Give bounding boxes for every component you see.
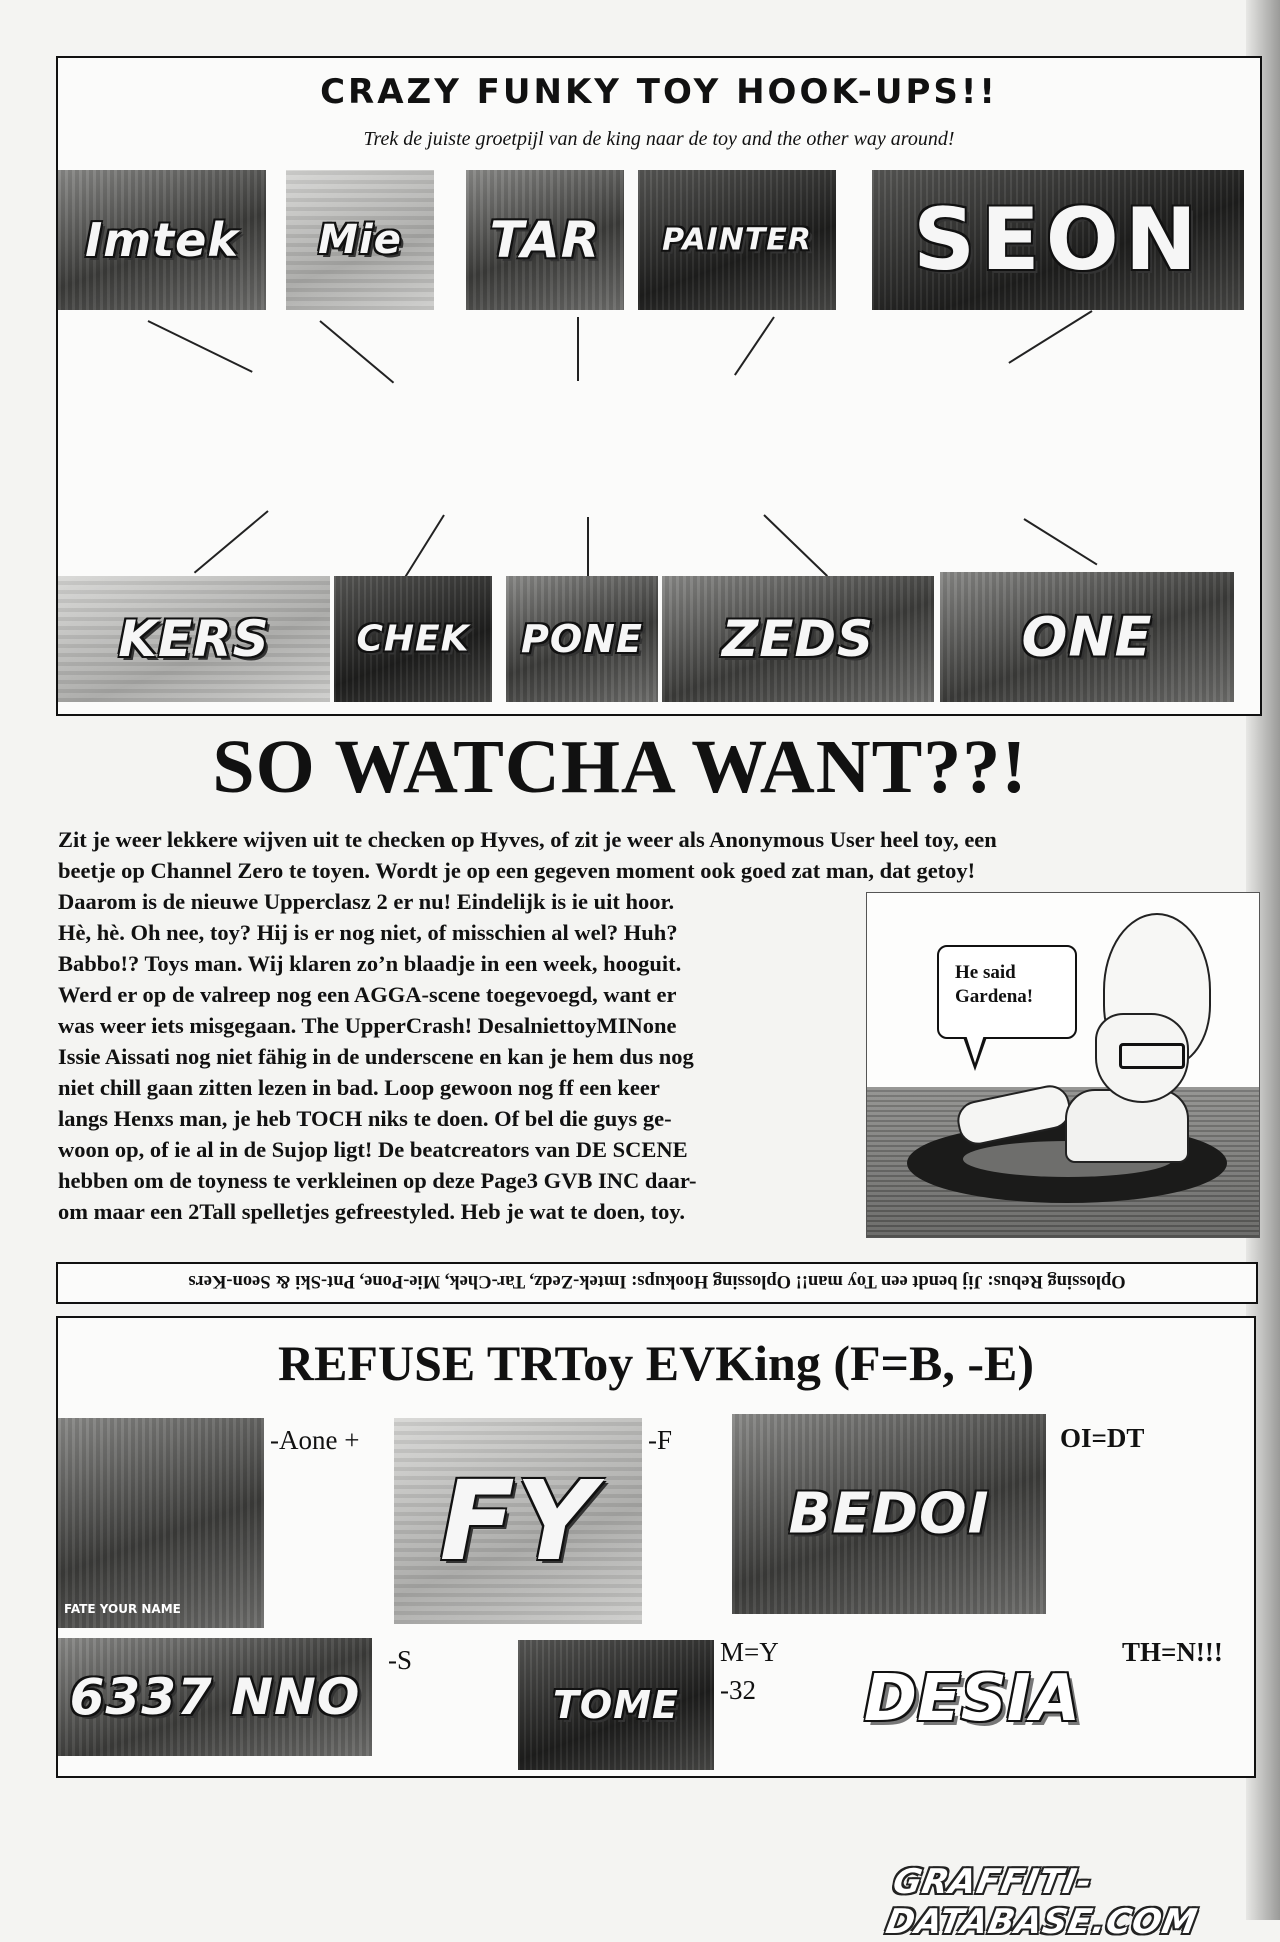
article-line: Zit je weer lekkere wijven uit te checken op Hyves, of zit je weer als Anonymous User heel toy, een bbox=[58, 827, 997, 852]
toy-photo-4 bbox=[662, 576, 934, 702]
rebus-operator-2: -F bbox=[648, 1425, 673, 1455]
rebus-photo-tome bbox=[518, 1640, 714, 1770]
rebus-sketch-desia bbox=[816, 1640, 1128, 1756]
toy-photo-5 bbox=[940, 572, 1234, 702]
article-headline: SO WATCHA WANT??! bbox=[212, 725, 1028, 809]
rebus-photo-6337 bbox=[58, 1638, 372, 1756]
toy-photo-1-tag: KERS bbox=[118, 610, 270, 668]
rebus-photo-fy bbox=[394, 1418, 642, 1624]
rebus-operator-4: -S bbox=[388, 1645, 413, 1675]
rebus-photo-tome-tag: TOME bbox=[553, 1683, 679, 1727]
article-line: langs Henxs man, je heb TOCH niks te doen. Of bel die guys ge- bbox=[58, 1106, 672, 1131]
article-line: om maar een 2Tall spelletjes gefreestyled. Heb je wat te doen, toy. bbox=[58, 1199, 685, 1224]
connector-line-bottom-1 bbox=[194, 510, 269, 573]
connector-line-top-4 bbox=[734, 316, 775, 375]
king-photo-3 bbox=[466, 170, 624, 310]
rebus-photo-bedoi bbox=[732, 1414, 1046, 1614]
rebus-photo-person bbox=[58, 1418, 264, 1628]
toy-photo-1 bbox=[58, 576, 330, 702]
cartoon-illustration bbox=[866, 892, 1260, 1238]
connector-line-top-5 bbox=[1008, 310, 1092, 364]
toy-photo-3 bbox=[506, 576, 658, 702]
connector-line-top-3 bbox=[577, 317, 579, 381]
solution-strip bbox=[56, 1262, 1258, 1304]
king-photo-5-tag: SEON bbox=[913, 190, 1203, 290]
rebus-title: REFUSE TRToy EVKing (F=B, -E) bbox=[277, 1335, 1035, 1391]
connector-line-bottom-3 bbox=[587, 517, 589, 579]
article-line: hebben om de toyness te verkleinen op deze Page3 GVB INC daar- bbox=[58, 1168, 697, 1193]
king-photo-4 bbox=[638, 170, 836, 310]
speech-bubble-line-2: Gardena! bbox=[955, 986, 1034, 1007]
rebus-panel bbox=[56, 1316, 1256, 1778]
rebus-operator-6: TH=N!!! bbox=[1122, 1637, 1223, 1667]
connector-line-top-1 bbox=[148, 320, 253, 373]
article-line: woon op, of ie al in de Sujop ligt! De beatcreators van DE SCENE bbox=[58, 1137, 688, 1162]
king-photo-5 bbox=[872, 170, 1244, 310]
hookups-panel bbox=[56, 56, 1262, 716]
speech-bubble-tail-inner bbox=[966, 1035, 984, 1063]
rebus-sketch-desia-tag: DESIA bbox=[863, 1662, 1081, 1736]
speech-bubble-line-1: He said bbox=[955, 962, 1016, 983]
speech-bubble bbox=[937, 945, 1077, 1039]
king-photo-1 bbox=[58, 170, 266, 310]
article-line: beetje op Channel Zero te toyen. Wordt je op een gegeven moment ook goed zat man, dat getoy! bbox=[58, 858, 976, 883]
rebus-photo-person-caption: FATE YOUR NAME bbox=[64, 1602, 181, 1616]
rebus-operator-5a: M=Y bbox=[720, 1637, 779, 1667]
article-line: was weer iets misgegaan. The UpperCrash! DesalniettoyMINone bbox=[58, 1013, 677, 1038]
article-line: Daarom is de nieuwe Upperclasz 2 er nu! Eindelijk is ie uit hoor. bbox=[58, 889, 675, 914]
king-photo-2-tag: Mie bbox=[318, 217, 402, 263]
article-line: Issie Aissati nog niet fähig in de underscene en kan je hem dus nog bbox=[58, 1044, 694, 1069]
king-photo-4-tag: PAINTER bbox=[662, 222, 812, 258]
rebus-photo-fy-tag: FY bbox=[439, 1457, 597, 1585]
king-photo-2 bbox=[286, 170, 434, 310]
article-line: Hè, hè. Oh nee, toy? Hij is er nog niet, of misschien al wel? Huh? bbox=[58, 920, 678, 945]
watermark-logo: GRAFFITI-DATABASE.COM bbox=[882, 1862, 1201, 1942]
hookups-subtitle: Trek de juiste groetpijl van de king naar de toy and the other way around! bbox=[363, 128, 955, 150]
toy-photo-5-tag: ONE bbox=[1021, 605, 1153, 669]
rebus-operator-3: OI=DT bbox=[1060, 1423, 1145, 1453]
article-line: Werd er op de valreep nog een AGGA-scene toegevoegd, want er bbox=[58, 982, 677, 1007]
toy-photo-3-tag: PONE bbox=[521, 617, 643, 661]
toy-photo-2 bbox=[334, 576, 492, 702]
connector-line-bottom-2 bbox=[402, 514, 445, 581]
rebus-operator-1: -Aone + bbox=[270, 1425, 360, 1455]
solution-text: Oplossing Rebus: Jij bendt een Toy man!! Oplossing Hookups: Imtek-Zedz, Tar-Chek, Mie-Pone, Pnt-Ski & Seon-Kers bbox=[188, 1271, 1126, 1291]
rebus-operator-5b: -32 bbox=[720, 1675, 756, 1705]
hookups-title: CRAZY FUNKY TOY HOOK-UPS!! bbox=[320, 72, 998, 112]
article-line: niet chill gaan zitten lezen in bad. Loop gewoon nog ff een keer bbox=[58, 1075, 660, 1100]
toy-photo-2-tag: CHEK bbox=[356, 618, 470, 660]
glasses-icon bbox=[1119, 1043, 1185, 1069]
rebus-photo-bedoi-tag: BEDOI bbox=[788, 1481, 990, 1547]
connector-line-bottom-5 bbox=[1023, 518, 1097, 565]
article-line: Babbo!? Toys man. Wij klaren zo’n blaadje in een week, hooguit. bbox=[58, 951, 682, 976]
connector-line-bottom-4 bbox=[763, 514, 828, 577]
king-photo-3-tag: TAR bbox=[489, 211, 601, 269]
connector-line-top-2 bbox=[319, 320, 394, 383]
king-photo-1-tag: Imtek bbox=[85, 213, 239, 267]
rebus-photo-6337-tag: 6337 NNO bbox=[69, 1668, 361, 1726]
toy-photo-4-tag: ZEDS bbox=[722, 610, 874, 668]
